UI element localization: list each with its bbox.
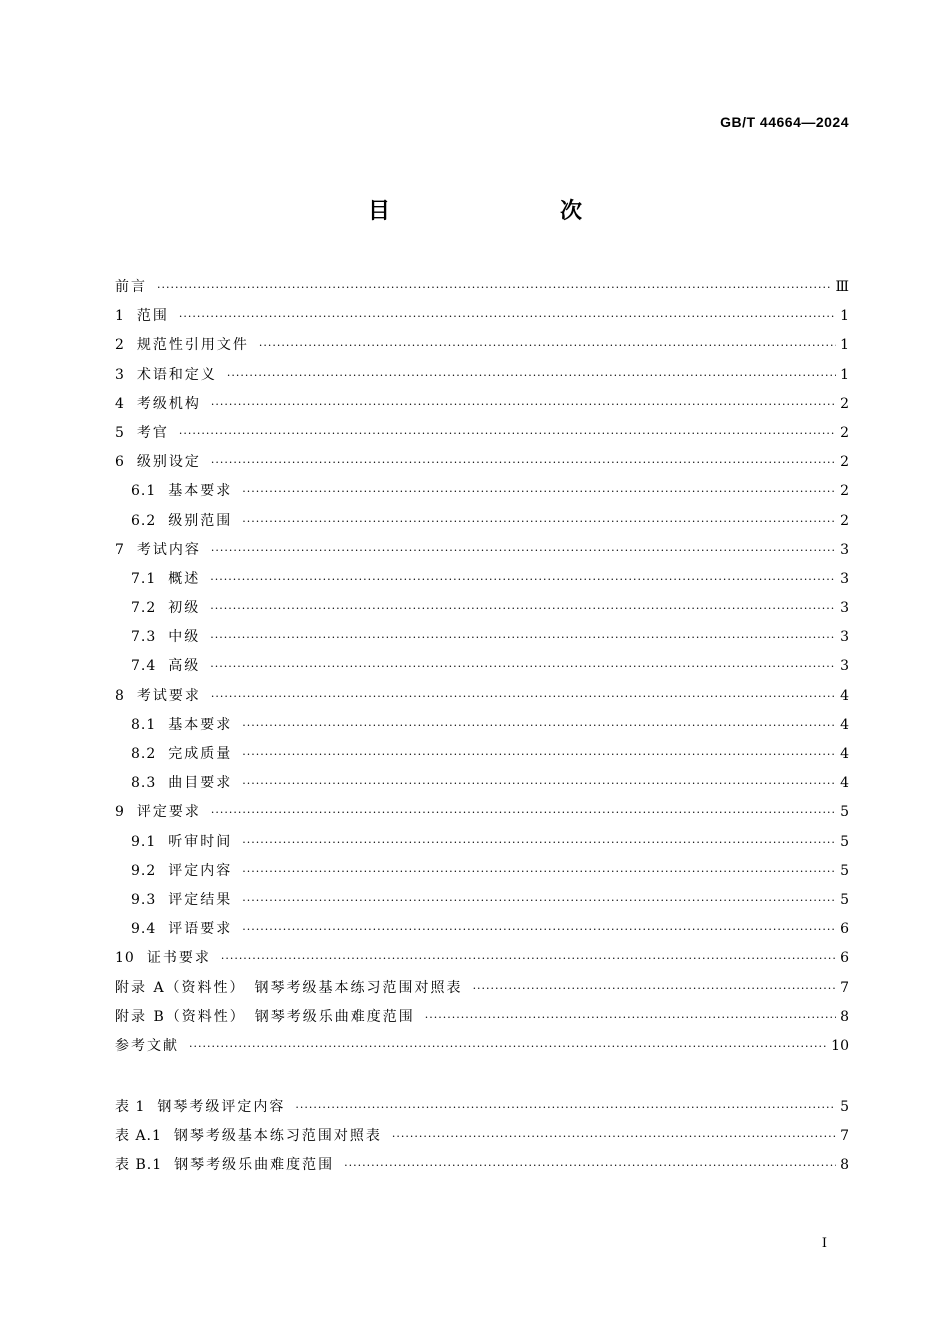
dot-leader xyxy=(242,857,836,886)
toc-entry-label: 完成质量 xyxy=(168,746,233,762)
dot-leader xyxy=(179,419,836,448)
toc-entry-label: 术语和定义 xyxy=(136,366,217,383)
toc-entry[interactable] xyxy=(115,740,849,769)
toc-entry-page: 2 xyxy=(840,483,849,500)
toc-entry-number: 4 xyxy=(115,395,125,412)
dot-leader xyxy=(210,594,836,623)
page-title: 目 次 xyxy=(367,199,624,224)
toc-entry[interactable] xyxy=(115,798,849,827)
toc-entry[interactable] xyxy=(115,974,849,1003)
toc-entry-label: 参考文献 xyxy=(115,1037,179,1054)
toc-entry-page: 5 xyxy=(840,862,849,879)
toc-entry-label: 考级机构 xyxy=(136,395,201,412)
toc-entry-label: 听审时间 xyxy=(168,833,233,850)
toc-entry-label: 评语要求 xyxy=(168,921,233,938)
toc-entry-number: 9.3 xyxy=(131,891,157,908)
toc-entry-number: 7.3 xyxy=(131,629,157,646)
toc-entry-number: 9 xyxy=(115,804,125,821)
toc-entry[interactable] xyxy=(115,857,849,886)
toc-entry-page: 3 xyxy=(840,570,849,587)
dot-leader xyxy=(242,828,836,857)
page-number: I xyxy=(821,1236,827,1251)
toc-entry-label: 级别范围 xyxy=(168,512,233,529)
toc-entry[interactable] xyxy=(115,361,849,390)
dot-leader xyxy=(425,1003,836,1032)
toc-entry[interactable] xyxy=(115,390,849,419)
toc-entry[interactable] xyxy=(115,623,849,652)
toc-entry-number: 5 xyxy=(115,424,125,441)
toc-entry-page: 10 xyxy=(831,1037,849,1054)
dot-leader xyxy=(157,273,831,302)
toc-entry-page: 1 xyxy=(840,366,849,383)
dot-leader xyxy=(221,944,836,973)
toc-entry-number: 8.3 xyxy=(131,775,157,792)
toc-entry-number: 6 xyxy=(115,454,125,471)
toc-entry-page: 4 xyxy=(840,687,849,704)
toc-entry-number: 9.2 xyxy=(131,862,157,879)
toc-entry[interactable] xyxy=(115,419,849,448)
toc-entry-number: 7.4 xyxy=(131,658,157,675)
toc-entry[interactable] xyxy=(115,711,849,740)
toc-entry[interactable] xyxy=(115,331,849,360)
toc-entry-page: 5 xyxy=(840,1099,849,1115)
toc-entry-label: 考试要求 xyxy=(136,687,201,704)
dot-leader xyxy=(242,915,836,944)
toc-entry-label: 钢琴考级乐曲难度范围 xyxy=(174,1157,335,1174)
dot-leader xyxy=(295,1093,836,1122)
toc-entry-number: 2 xyxy=(115,337,125,354)
toc-entry-number: 1 xyxy=(115,308,125,325)
dot-leader xyxy=(392,1122,836,1151)
toc-entry-number: 9.4 xyxy=(131,921,157,938)
toc-entry-page: 7 xyxy=(840,979,849,996)
toc-entry-page: 3 xyxy=(840,600,849,617)
dot-leader xyxy=(242,507,836,536)
toc-list xyxy=(115,273,849,1061)
toc-entry-label: 初级 xyxy=(168,600,201,617)
toc-entry-page: 5 xyxy=(840,804,849,821)
toc-entry-number: 6.1 xyxy=(131,483,157,500)
toc-entry-label: 基本要求 xyxy=(168,483,233,500)
toc-entry-label: 高级 xyxy=(168,658,201,675)
toc-entry-number: 8.2 xyxy=(131,746,157,762)
toc-entry[interactable] xyxy=(115,886,849,915)
dot-leader xyxy=(242,711,836,740)
toc-entry-label: 基本要求 xyxy=(168,716,233,733)
dot-leader xyxy=(211,536,836,565)
dot-leader xyxy=(211,682,836,711)
toc-entry-page: 2 xyxy=(840,512,849,529)
toc-entry-page: 8 xyxy=(840,1008,849,1025)
standard-code: GB/T 44664—2024 xyxy=(720,114,849,130)
toc-entry-page: Ⅲ xyxy=(835,279,849,295)
toc-entry-label: 钢琴考级基本练习范围对照表 xyxy=(173,1128,382,1145)
toc-entry-page: 1 xyxy=(840,337,849,354)
toc-entry-page: 3 xyxy=(840,629,849,646)
toc-entry-label: 钢琴考级评定内容 xyxy=(157,1099,286,1115)
toc-entry-page: 6 xyxy=(840,921,849,938)
toc-entry-number: 表 A.1 xyxy=(115,1128,162,1145)
toc-entry[interactable] xyxy=(115,944,849,973)
toc-entry-page: 1 xyxy=(840,308,849,325)
toc-entry-number: 7.2 xyxy=(131,600,157,617)
dot-leader xyxy=(189,1032,827,1061)
toc-entry[interactable] xyxy=(115,769,849,798)
dot-leader xyxy=(210,652,836,681)
toc-entry-number: 9.1 xyxy=(131,833,157,850)
toc-entry-page: 3 xyxy=(840,541,849,558)
dot-leader xyxy=(344,1151,836,1180)
toc-entry-page: 4 xyxy=(840,746,849,762)
table-entry[interactable] xyxy=(115,1151,849,1180)
toc-entry[interactable] xyxy=(115,273,849,302)
toc-entry[interactable] xyxy=(115,1032,849,1061)
toc-entry-label: 范围 xyxy=(136,308,169,325)
toc-entry-page: 4 xyxy=(840,716,849,733)
table-entry[interactable] xyxy=(115,1093,849,1122)
toc-entry[interactable] xyxy=(115,565,849,594)
toc-entry-page: 7 xyxy=(840,1128,849,1145)
toc-entry-number: 8 xyxy=(115,687,125,704)
toc-entry-number: 3 xyxy=(115,366,125,383)
toc-entry-page: 3 xyxy=(840,658,849,675)
toc-entry-label: 评定要求 xyxy=(136,804,201,821)
toc-entry[interactable] xyxy=(115,828,849,857)
toc-entry-number: 8.1 xyxy=(131,716,157,733)
dot-leader xyxy=(242,477,836,506)
toc-entry-page: 2 xyxy=(840,454,849,471)
toc-entry-label: 证书要求 xyxy=(146,950,211,967)
toc-entry[interactable] xyxy=(115,477,849,506)
toc-entry-page: 2 xyxy=(840,395,849,412)
toc-entry[interactable] xyxy=(115,1003,849,1032)
dot-leader xyxy=(259,331,836,360)
toc-entry-label: 曲目要求 xyxy=(168,775,233,792)
toc-entry[interactable] xyxy=(115,594,849,623)
dot-leader xyxy=(211,448,836,477)
toc-entry[interactable] xyxy=(115,652,849,681)
toc-entry[interactable] xyxy=(115,536,849,565)
toc-entry-page: 5 xyxy=(840,891,849,908)
toc-entry-label: 评定结果 xyxy=(168,891,233,908)
toc-entry-label: 概述 xyxy=(168,570,201,587)
dot-leader xyxy=(210,565,836,594)
toc-entry-number: 6.2 xyxy=(131,512,157,529)
toc-entry-number: 10 xyxy=(115,950,135,967)
toc-entry-label: 级别设定 xyxy=(136,454,201,471)
dot-leader xyxy=(179,302,836,331)
toc-entry-page: 6 xyxy=(840,950,849,967)
toc-entry-label: 考试内容 xyxy=(136,541,201,558)
toc-entry-number: 7.1 xyxy=(131,570,157,587)
toc-entry-number: 表 1 xyxy=(115,1099,146,1115)
table-entry[interactable] xyxy=(115,1122,849,1151)
table-list xyxy=(115,1093,849,1181)
toc-entry-page: 8 xyxy=(840,1157,849,1174)
dot-leader xyxy=(227,361,836,390)
toc-entry-number: 表 B.1 xyxy=(115,1157,163,1174)
toc-entry-label: 附录 B（资料性） 钢琴考级乐曲难度范围 xyxy=(115,1008,415,1025)
dot-leader xyxy=(210,623,836,652)
dot-leader xyxy=(242,769,836,798)
toc-entry-label: 考官 xyxy=(136,424,169,441)
toc-entry-label: 前言 xyxy=(115,279,147,295)
dot-leader xyxy=(242,740,836,769)
toc-entry[interactable] xyxy=(115,448,849,477)
toc-entry-label: 附录 A（资料性） 钢琴考级基本练习范围对照表 xyxy=(115,979,463,996)
toc-entry-label: 规范性引用文件 xyxy=(136,337,249,354)
dot-leader xyxy=(473,974,837,1003)
toc-entry-label: 中级 xyxy=(168,629,201,646)
toc-entry[interactable] xyxy=(115,302,849,331)
toc-entry-label: 评定内容 xyxy=(168,862,233,879)
toc-entry[interactable] xyxy=(115,915,849,944)
toc-entry-page: 4 xyxy=(840,775,849,792)
toc-entry[interactable] xyxy=(115,507,849,536)
dot-leader xyxy=(211,390,836,419)
toc-entry-page: 5 xyxy=(840,833,849,850)
toc-entry-page: 2 xyxy=(840,424,849,441)
dot-leader xyxy=(211,798,836,827)
dot-leader xyxy=(242,886,836,915)
toc-entry-number: 7 xyxy=(115,541,125,558)
toc-entry[interactable] xyxy=(115,682,849,711)
